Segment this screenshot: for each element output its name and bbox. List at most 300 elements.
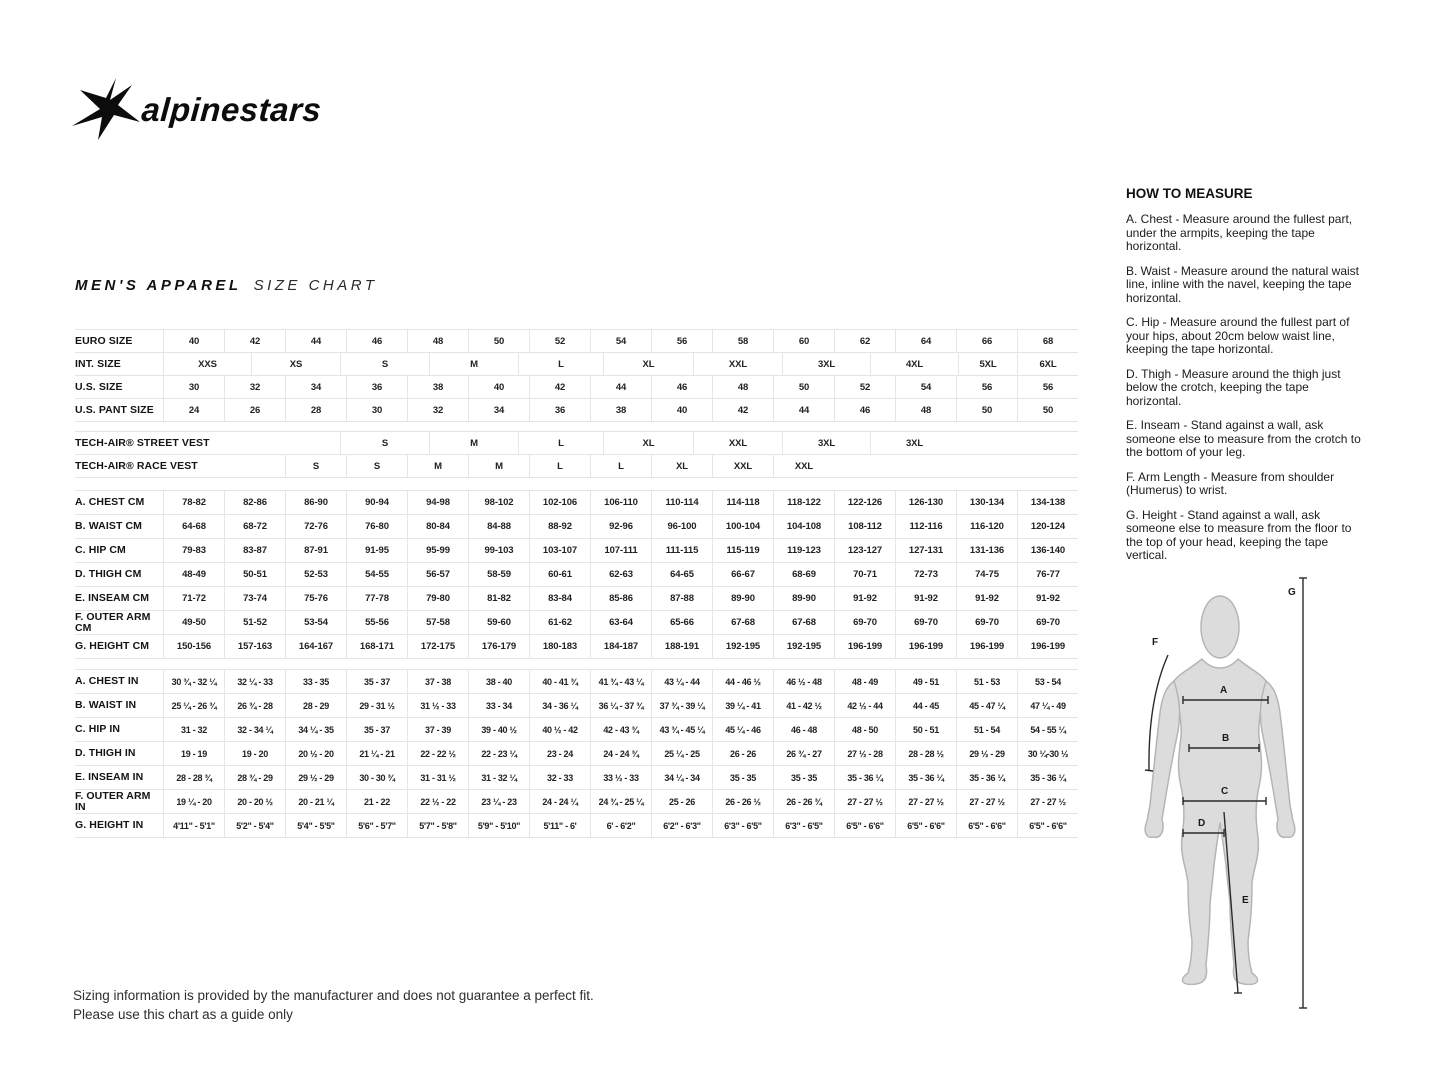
- size-cell: 48-49: [163, 563, 224, 586]
- size-cell: 75-76: [285, 587, 346, 610]
- size-cell: 42 - 43 ¾: [590, 718, 651, 741]
- footer-disclaimer: [73, 986, 594, 1024]
- size-cell: 63-64: [590, 611, 651, 634]
- how-to-measure-panel: [1126, 186, 1361, 574]
- size-cell: 83-84: [529, 587, 590, 610]
- size-cell: 123-127: [834, 539, 895, 562]
- size-cell: 54 - 55 ¼: [1017, 718, 1078, 741]
- size-cell: 54-55: [346, 563, 407, 586]
- size-cell: 33 - 35: [285, 670, 346, 693]
- size-cell: 172-175: [407, 635, 468, 658]
- size-cell: 50 - 51: [895, 718, 956, 741]
- size-cell: 81-82: [468, 587, 529, 610]
- size-cell: XXL: [693, 353, 782, 375]
- size-cell: 196-199: [895, 635, 956, 658]
- size-cell: 80-84: [407, 515, 468, 538]
- measurement-figure: [1140, 565, 1330, 1040]
- size-cell: 116-120: [956, 515, 1017, 538]
- size-cell: 22 - 22 ½: [407, 742, 468, 765]
- size-cell: 134-138: [1017, 491, 1078, 514]
- size-cell: 54: [590, 330, 651, 352]
- size-cell: 192-195: [773, 635, 834, 658]
- size-cell: 35 - 36 ¼: [1017, 766, 1078, 789]
- table-row-euro-size: [75, 330, 1078, 353]
- size-cell: 3XL: [782, 353, 870, 375]
- size-cell: 54: [895, 376, 956, 398]
- size-cell: 30: [163, 376, 224, 398]
- table-row-chest-in: [75, 670, 1078, 694]
- figure-body-silhouette: [1174, 659, 1266, 984]
- how-to-measure-heading: HOW TO MEASURE: [1126, 186, 1253, 201]
- size-cell: 37 - 38: [407, 670, 468, 693]
- size-cell: M: [468, 455, 529, 477]
- size-cell: 40: [651, 399, 712, 421]
- size-cell: 44: [285, 330, 346, 352]
- size-cell: 77-78: [346, 587, 407, 610]
- size-cell: 95-99: [407, 539, 468, 562]
- table-row-thigh-cm: [75, 563, 1078, 587]
- figure-head: [1201, 596, 1239, 658]
- size-cell: 66: [956, 330, 1017, 352]
- size-cell: 55-56: [346, 611, 407, 634]
- size-cell: 104-108: [773, 515, 834, 538]
- size-cell: 35 - 36 ¼: [895, 766, 956, 789]
- size-cell: 39 ¼ - 41: [712, 694, 773, 717]
- size-cell: [163, 455, 224, 477]
- measure-instruction: A. Chest - Measure around the fullest part, under the armpits, keeping the tape horizontal.: [1126, 212, 1353, 253]
- size-cell: 91-92: [834, 587, 895, 610]
- size-cell: 91-92: [956, 587, 1017, 610]
- size-cell: 30: [346, 399, 407, 421]
- size-cell: 27 - 27 ½: [895, 790, 956, 813]
- row-label-thigh-cm: D. THIGH CM: [75, 568, 142, 580]
- size-cell: 26 ¾ - 28: [224, 694, 285, 717]
- size-cell: 24 - 24 ¼: [529, 790, 590, 813]
- size-cell: 78-82: [163, 491, 224, 514]
- size-cell: 31 - 31 ½: [407, 766, 468, 789]
- table-row-height-in: [75, 814, 1078, 838]
- table-section-cm: [75, 490, 1078, 659]
- size-cell: 91-92: [1017, 587, 1078, 610]
- size-cell: 43 ¼ - 44: [651, 670, 712, 693]
- size-cell: 114-118: [712, 491, 773, 514]
- size-cell: 56: [956, 376, 1017, 398]
- size-cell: 122-126: [834, 491, 895, 514]
- size-cell: XXS: [163, 353, 251, 375]
- alpinestars-logo-graphic: [70, 76, 330, 142]
- letter-a: A: [1220, 685, 1228, 696]
- measure-instruction: G. Height - Stand against a wall, ask someone else to measure from the floor to the top of your head, keeping the tape vertical.: [1126, 507, 1352, 562]
- size-cell: 84-88: [468, 515, 529, 538]
- size-cell: 34 ¼ - 35: [285, 718, 346, 741]
- size-cell: 68-69: [773, 563, 834, 586]
- size-cell: 50: [468, 330, 529, 352]
- size-cell: 5'4" - 5'5": [285, 814, 346, 837]
- size-cell: 30 ¾ - 32 ¼: [163, 670, 224, 693]
- size-cell: 51 - 54: [956, 718, 1017, 741]
- size-cell: 180-183: [529, 635, 590, 658]
- size-cell: 52: [834, 376, 895, 398]
- row-label-euro-size: EURO SIZE: [75, 334, 133, 347]
- size-cell: XL: [651, 455, 712, 477]
- table-row-waist-cm: [75, 515, 1078, 539]
- size-cell: 6'3" - 6'5": [712, 814, 773, 837]
- size-cell: 32 ¼ - 33: [224, 670, 285, 693]
- size-cell: 25 ¼ - 26 ¾: [163, 694, 224, 717]
- size-cell: 29 ½ - 29: [956, 742, 1017, 765]
- size-cell: 5XL: [958, 353, 1017, 375]
- size-cell: XXL: [773, 455, 834, 477]
- size-cell: M: [407, 455, 468, 477]
- size-cell: 28 ¾ - 29: [224, 766, 285, 789]
- size-cell: 42: [224, 330, 285, 352]
- size-cell: 34 - 36 ¼: [529, 694, 590, 717]
- size-cell: 72-73: [895, 563, 956, 586]
- size-cell: 67-68: [773, 611, 834, 634]
- size-cell: [895, 455, 956, 477]
- size-cell: 91-92: [895, 587, 956, 610]
- size-cell: 37 - 39: [407, 718, 468, 741]
- row-label-thigh-in: D. THIGH IN: [75, 747, 136, 759]
- size-cell: 46 - 48: [773, 718, 834, 741]
- size-cell: 79-83: [163, 539, 224, 562]
- size-cell: 115-119: [712, 539, 773, 562]
- size-cell: 126-130: [895, 491, 956, 514]
- size-cell: 42: [712, 399, 773, 421]
- page-title-sub: SIZE CHART: [253, 277, 378, 294]
- size-cell: L: [529, 455, 590, 477]
- page-title-main: MEN'S APPAREL: [75, 277, 242, 294]
- size-table: [75, 329, 1078, 838]
- size-cell: 5'9" - 5'10": [468, 814, 529, 837]
- size-cell: 35 - 37: [346, 670, 407, 693]
- letter-g: G: [1288, 587, 1296, 598]
- size-cell: 60-61: [529, 563, 590, 586]
- size-cell: 47 ¼ - 49: [1017, 694, 1078, 717]
- figure-right-arm: [1260, 681, 1294, 837]
- size-cell: 130-134: [956, 491, 1017, 514]
- size-cell: 61-62: [529, 611, 590, 634]
- size-cell: 36: [346, 376, 407, 398]
- size-cell: L: [590, 455, 651, 477]
- size-cell: 99-103: [468, 539, 529, 562]
- size-cell: 196-199: [956, 635, 1017, 658]
- size-cell: 91-95: [346, 539, 407, 562]
- disclaimer-line-2: Please use this chart as a guide only: [73, 1007, 293, 1022]
- size-cell: 26 - 26: [712, 742, 773, 765]
- star-icon: [72, 78, 140, 140]
- size-cell: 26 - 26 ½: [712, 790, 773, 813]
- size-cell: 120-124: [1017, 515, 1078, 538]
- size-cell: 82-86: [224, 491, 285, 514]
- table-row-us-pant-size: [75, 399, 1078, 422]
- figure-left-arm: [1145, 681, 1179, 837]
- table-row-inseam-cm: [75, 587, 1078, 611]
- size-cell: 72-76: [285, 515, 346, 538]
- size-cell: 32: [407, 399, 468, 421]
- size-cell: M: [429, 353, 518, 375]
- size-cell: 44: [590, 376, 651, 398]
- size-cell: 136-140: [1017, 539, 1078, 562]
- alpinestars-logo: [70, 76, 330, 147]
- size-cell: 20 ½ - 20: [285, 742, 346, 765]
- size-cell: 57-58: [407, 611, 468, 634]
- size-cell: 44 - 45: [895, 694, 956, 717]
- size-cell: 68: [1017, 330, 1078, 352]
- size-cell: 28: [285, 399, 346, 421]
- size-cell: 110-114: [651, 491, 712, 514]
- size-cell: 21 ¼ - 21: [346, 742, 407, 765]
- size-cell: L: [518, 432, 603, 454]
- size-cell: 49 - 51: [895, 670, 956, 693]
- size-cell: 33 ½ - 33: [590, 766, 651, 789]
- size-cell: 30 ¼-30 ½: [1017, 742, 1078, 765]
- size-cell: 46 ½ - 48: [773, 670, 834, 693]
- size-cell: 74-75: [956, 563, 1017, 586]
- size-cell: 40 ½ - 42: [529, 718, 590, 741]
- size-cell: 35 - 36 ¼: [956, 766, 1017, 789]
- size-cell: 46: [834, 399, 895, 421]
- size-cell: 41 - 42 ½: [773, 694, 834, 717]
- row-label-int-size: INT. SIZE: [75, 357, 121, 370]
- size-cell: [956, 455, 1017, 477]
- size-cell: 46: [346, 330, 407, 352]
- row-label-outer-arm-cm: F. OUTER ARM CM: [75, 610, 151, 634]
- row-label-inseam-cm: E. INSEAM CM: [75, 592, 150, 604]
- measure-instruction: C. Hip - Measure around the fullest part of your hips, about 20cm below waist line, keeping the tape horizontal.: [1126, 315, 1350, 356]
- size-cell: 188-191: [651, 635, 712, 658]
- size-cell: 87-88: [651, 587, 712, 610]
- size-cell: 38: [590, 399, 651, 421]
- size-cell: 34: [468, 399, 529, 421]
- size-cell: 42: [529, 376, 590, 398]
- size-cell: 196-199: [1017, 635, 1078, 658]
- size-cell: 192-195: [712, 635, 773, 658]
- size-cell: 5'2" - 5'4": [224, 814, 285, 837]
- size-cell: 176-179: [468, 635, 529, 658]
- size-cell: 6XL: [1017, 353, 1078, 375]
- size-cell: 58: [712, 330, 773, 352]
- size-cell: S: [340, 353, 429, 375]
- row-label-inseam-in: E. INSEAM IN: [75, 771, 144, 783]
- size-cell: 71-72: [163, 587, 224, 610]
- size-cell: 46: [651, 376, 712, 398]
- size-cell: 196-199: [834, 635, 895, 658]
- table-section-in: [75, 669, 1078, 838]
- size-cell: 102-106: [529, 491, 590, 514]
- size-cell: 34: [285, 376, 346, 398]
- measure-instruction: D. Thigh - Measure around the thigh just below the crotch, keeping the tape horizontal.: [1126, 366, 1341, 408]
- letter-f: F: [1152, 637, 1159, 648]
- size-cell: 59-60: [468, 611, 529, 634]
- body-diagram: [1140, 565, 1330, 1035]
- size-cell: 89-90: [773, 587, 834, 610]
- size-cell: 25 ¼ - 25: [651, 742, 712, 765]
- size-cell: 108-112: [834, 515, 895, 538]
- size-cell: 44: [773, 399, 834, 421]
- size-cell: 89-90: [712, 587, 773, 610]
- size-cell: 76-77: [1017, 563, 1078, 586]
- table-section-tech: [75, 431, 1078, 478]
- row-label-chest-cm: A. CHEST CM: [75, 496, 145, 508]
- size-cell: 56: [651, 330, 712, 352]
- size-cell: 51 - 53: [956, 670, 1017, 693]
- size-cell: 35 - 37: [346, 718, 407, 741]
- size-cell: 6'5" - 6'6": [895, 814, 956, 837]
- size-cell: XL: [603, 432, 693, 454]
- size-cell: 41 ¾ - 43 ¼: [590, 670, 651, 693]
- table-row-techair-race-vest: [75, 455, 1078, 478]
- size-cell: 64-65: [651, 563, 712, 586]
- size-cell: S: [346, 455, 407, 477]
- size-cell: 68-72: [224, 515, 285, 538]
- table-row-outer-arm-in: [75, 790, 1078, 814]
- size-cell: 70-71: [834, 563, 895, 586]
- size-cell: 164-167: [285, 635, 346, 658]
- size-cell: 5'6" - 5'7": [346, 814, 407, 837]
- size-cell: 5'11" - 6': [529, 814, 590, 837]
- row-label-waist-in: B. WAIST IN: [75, 699, 137, 711]
- size-cell: 127-131: [895, 539, 956, 562]
- size-cell: 6'3" - 6'5": [773, 814, 834, 837]
- size-cell: XL: [603, 353, 693, 375]
- size-cell: 64-68: [163, 515, 224, 538]
- measure-instruction: E. Inseam - Stand against a wall, ask someone else to measure from the crotch to the bottom of your leg.: [1126, 418, 1361, 459]
- size-cell: 56: [1017, 376, 1078, 398]
- table-section-sizes: [75, 329, 1078, 422]
- size-cell: XS: [251, 353, 340, 375]
- size-cell: 85-86: [590, 587, 651, 610]
- size-cell: 43 ¾ - 45 ¼: [651, 718, 712, 741]
- size-cell: 51-52: [224, 611, 285, 634]
- size-cell: 69-70: [1017, 611, 1078, 634]
- size-cell: 48: [407, 330, 468, 352]
- size-cell: 118-122: [773, 491, 834, 514]
- measure-instruction: F. Arm Length - Measure from shoulder (Humerus) to wrist.: [1126, 469, 1335, 497]
- size-cell: 87-91: [285, 539, 346, 562]
- size-cell: 50: [1017, 399, 1078, 421]
- size-cell: 58-59: [468, 563, 529, 586]
- size-cell: S: [285, 455, 346, 477]
- size-cell: 69-70: [895, 611, 956, 634]
- size-cell: 6'5" - 6'6": [1017, 814, 1078, 837]
- row-label-height-cm: G. HEIGHT CM: [75, 640, 150, 652]
- size-cell: 62-63: [590, 563, 651, 586]
- size-cell: 4XL: [870, 353, 958, 375]
- size-cell: 69-70: [956, 611, 1017, 634]
- size-cell: 38: [407, 376, 468, 398]
- size-cell: 111-115: [651, 539, 712, 562]
- size-cell: 23 ¼ - 23: [468, 790, 529, 813]
- size-cell: [834, 455, 895, 477]
- size-cell: 28 - 29: [285, 694, 346, 717]
- table-row-chest-cm: [75, 491, 1078, 515]
- letter-c: C: [1221, 786, 1229, 797]
- disclaimer-line-1: Sizing information is provided by the manufacturer and does not guarantee a perfect fit.: [73, 988, 594, 1003]
- size-cell: 73-74: [224, 587, 285, 610]
- size-cell: 24 ¾ - 25 ¼: [590, 790, 651, 813]
- size-cell: 44 - 46 ½: [712, 670, 773, 693]
- table-row-techair-street-vest: [75, 432, 1078, 455]
- size-cell: 150-156: [163, 635, 224, 658]
- table-row-hip-cm: [75, 539, 1078, 563]
- size-cell: 56-57: [407, 563, 468, 586]
- size-cell: 39 - 40 ½: [468, 718, 529, 741]
- size-cell: 53 - 54: [1017, 670, 1078, 693]
- size-cell: 45 - 47 ¼: [956, 694, 1017, 717]
- size-cell: 100-104: [712, 515, 773, 538]
- size-cell: 98-102: [468, 491, 529, 514]
- size-cell: 119-123: [773, 539, 834, 562]
- size-cell: 20 - 21 ¼: [285, 790, 346, 813]
- size-cell: 32: [224, 376, 285, 398]
- size-cell: 19 - 20: [224, 742, 285, 765]
- size-cell: 76-80: [346, 515, 407, 538]
- size-cell: 23 - 24: [529, 742, 590, 765]
- size-cell: 48: [712, 376, 773, 398]
- size-cell: 168-171: [346, 635, 407, 658]
- page-title: [75, 277, 377, 294]
- letter-b: B: [1222, 733, 1230, 744]
- size-cell: 79-80: [407, 587, 468, 610]
- size-cell: 131-136: [956, 539, 1017, 562]
- size-cell: 69-70: [834, 611, 895, 634]
- size-cell: 6'5" - 6'6": [956, 814, 1017, 837]
- size-cell: 38 - 40: [468, 670, 529, 693]
- size-cell: 66-67: [712, 563, 773, 586]
- size-cell: 40: [468, 376, 529, 398]
- measure-instruction: B. Waist - Measure around the natural waist line, inline with the navel, keeping the tape horizontal.: [1126, 263, 1359, 305]
- size-cell: 19 - 19: [163, 742, 224, 765]
- size-cell: 35 - 36 ¼: [834, 766, 895, 789]
- size-cell: XXL: [693, 432, 782, 454]
- size-cell: 26: [224, 399, 285, 421]
- size-cell: 40: [163, 330, 224, 352]
- size-cell: 48 - 50: [834, 718, 895, 741]
- size-cell: XXL: [712, 455, 773, 477]
- size-cell: 50: [773, 376, 834, 398]
- size-cell: 50-51: [224, 563, 285, 586]
- size-cell: 27 - 27 ½: [1017, 790, 1078, 813]
- size-cell: 32 - 34 ¼: [224, 718, 285, 741]
- size-cell: 30 - 30 ¾: [346, 766, 407, 789]
- size-cell: 94-98: [407, 491, 468, 514]
- size-cell: 22 - 23 ¼: [468, 742, 529, 765]
- size-cell: 184-187: [590, 635, 651, 658]
- size-cell: 64: [895, 330, 956, 352]
- row-label-us-pant-size: U.S. PANT SIZE: [75, 403, 154, 416]
- table-row-us-size: [75, 376, 1078, 399]
- row-label-outer-arm-in: F. OUTER ARM IN: [75, 789, 151, 813]
- table-row-height-cm: [75, 635, 1078, 659]
- size-cell: 52: [529, 330, 590, 352]
- row-label-height-in: G. HEIGHT IN: [75, 819, 144, 831]
- letter-e: E: [1242, 895, 1249, 906]
- table-row-waist-in: [75, 694, 1078, 718]
- size-cell: 29 - 31 ½: [346, 694, 407, 717]
- size-cell: 50: [956, 399, 1017, 421]
- size-cell: [224, 455, 285, 477]
- size-cell: 83-87: [224, 539, 285, 562]
- size-cell: 22 ½ - 22: [407, 790, 468, 813]
- size-cell: 3XL: [870, 432, 958, 454]
- row-label-us-size: U.S. SIZE: [75, 380, 123, 393]
- row-label-hip-in: C. HIP IN: [75, 723, 121, 735]
- size-cell: 88-92: [529, 515, 590, 538]
- size-cell: [251, 432, 340, 454]
- row-label-hip-cm: C. HIP CM: [75, 544, 126, 556]
- size-cell: 24: [163, 399, 224, 421]
